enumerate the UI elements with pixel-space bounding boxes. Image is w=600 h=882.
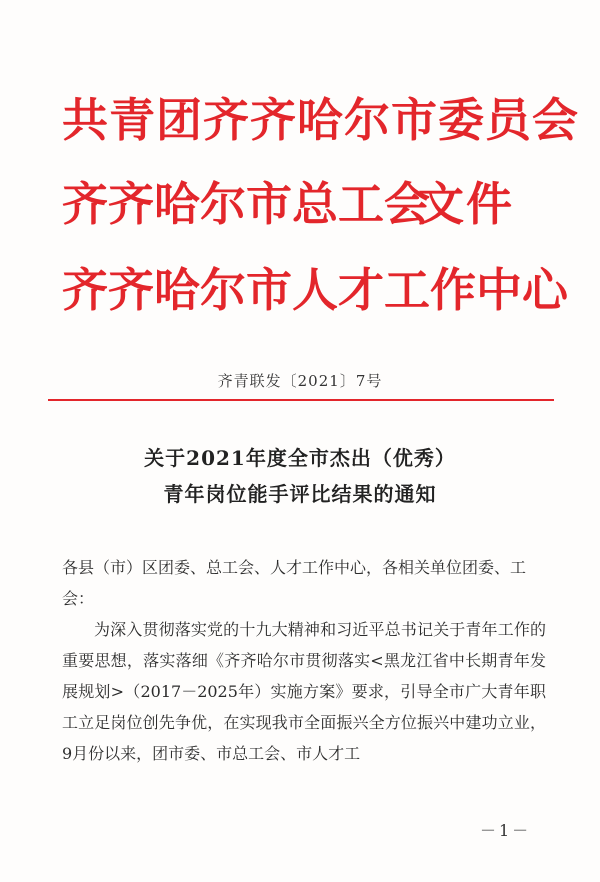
notice-title-line-2: 青年岗位能手评比结果的通知: [163, 482, 437, 506]
issuer-char: 市: [246, 177, 292, 231]
issuer-char: 齐: [62, 177, 108, 231]
issuer-char: 会: [384, 177, 430, 231]
red-divider: [48, 399, 554, 401]
issuer-char: 齐: [108, 177, 154, 231]
issuer-line-youth-league: 共青团齐齐哈尔市委员会: [62, 93, 579, 147]
document-number: 齐青联发〔2021〕7号: [217, 372, 383, 390]
salutation: 各县（市）区团委、总工会、人才工作中心，各相关单位团委、工会：: [62, 558, 527, 608]
page-number: －1－: [480, 821, 532, 840]
document-label: 文件: [418, 177, 514, 231]
body-paragraph: 为深入贯彻落实党的十九大精神和习近平总书记关于青年工作的重要思想，落实落细《齐齐哈尔市贯彻落实<黑龙江省中长期青年发展规划>（2017－2025年）实施方案》要求，引导全市广大青年职工立足岗位创先争优，在实现我市全面振兴全方位振兴中建功立业，9月份以来，团市委、市总工会、市人才工: [62, 620, 546, 763]
notice-title-line-1: 关于2021年度全市杰出（优秀）: [144, 446, 456, 470]
issuer-name-spread: [62, 176, 430, 232]
issuer-char: 尔: [200, 177, 246, 231]
issuer-line-trade-union: [62, 176, 548, 232]
issuer-char: 工: [338, 177, 384, 231]
issuer-line-talent-center: 齐齐哈尔市人才工作中心: [62, 263, 568, 317]
issuer-char: 总: [292, 177, 338, 231]
issuer-char: 哈: [154, 177, 200, 231]
